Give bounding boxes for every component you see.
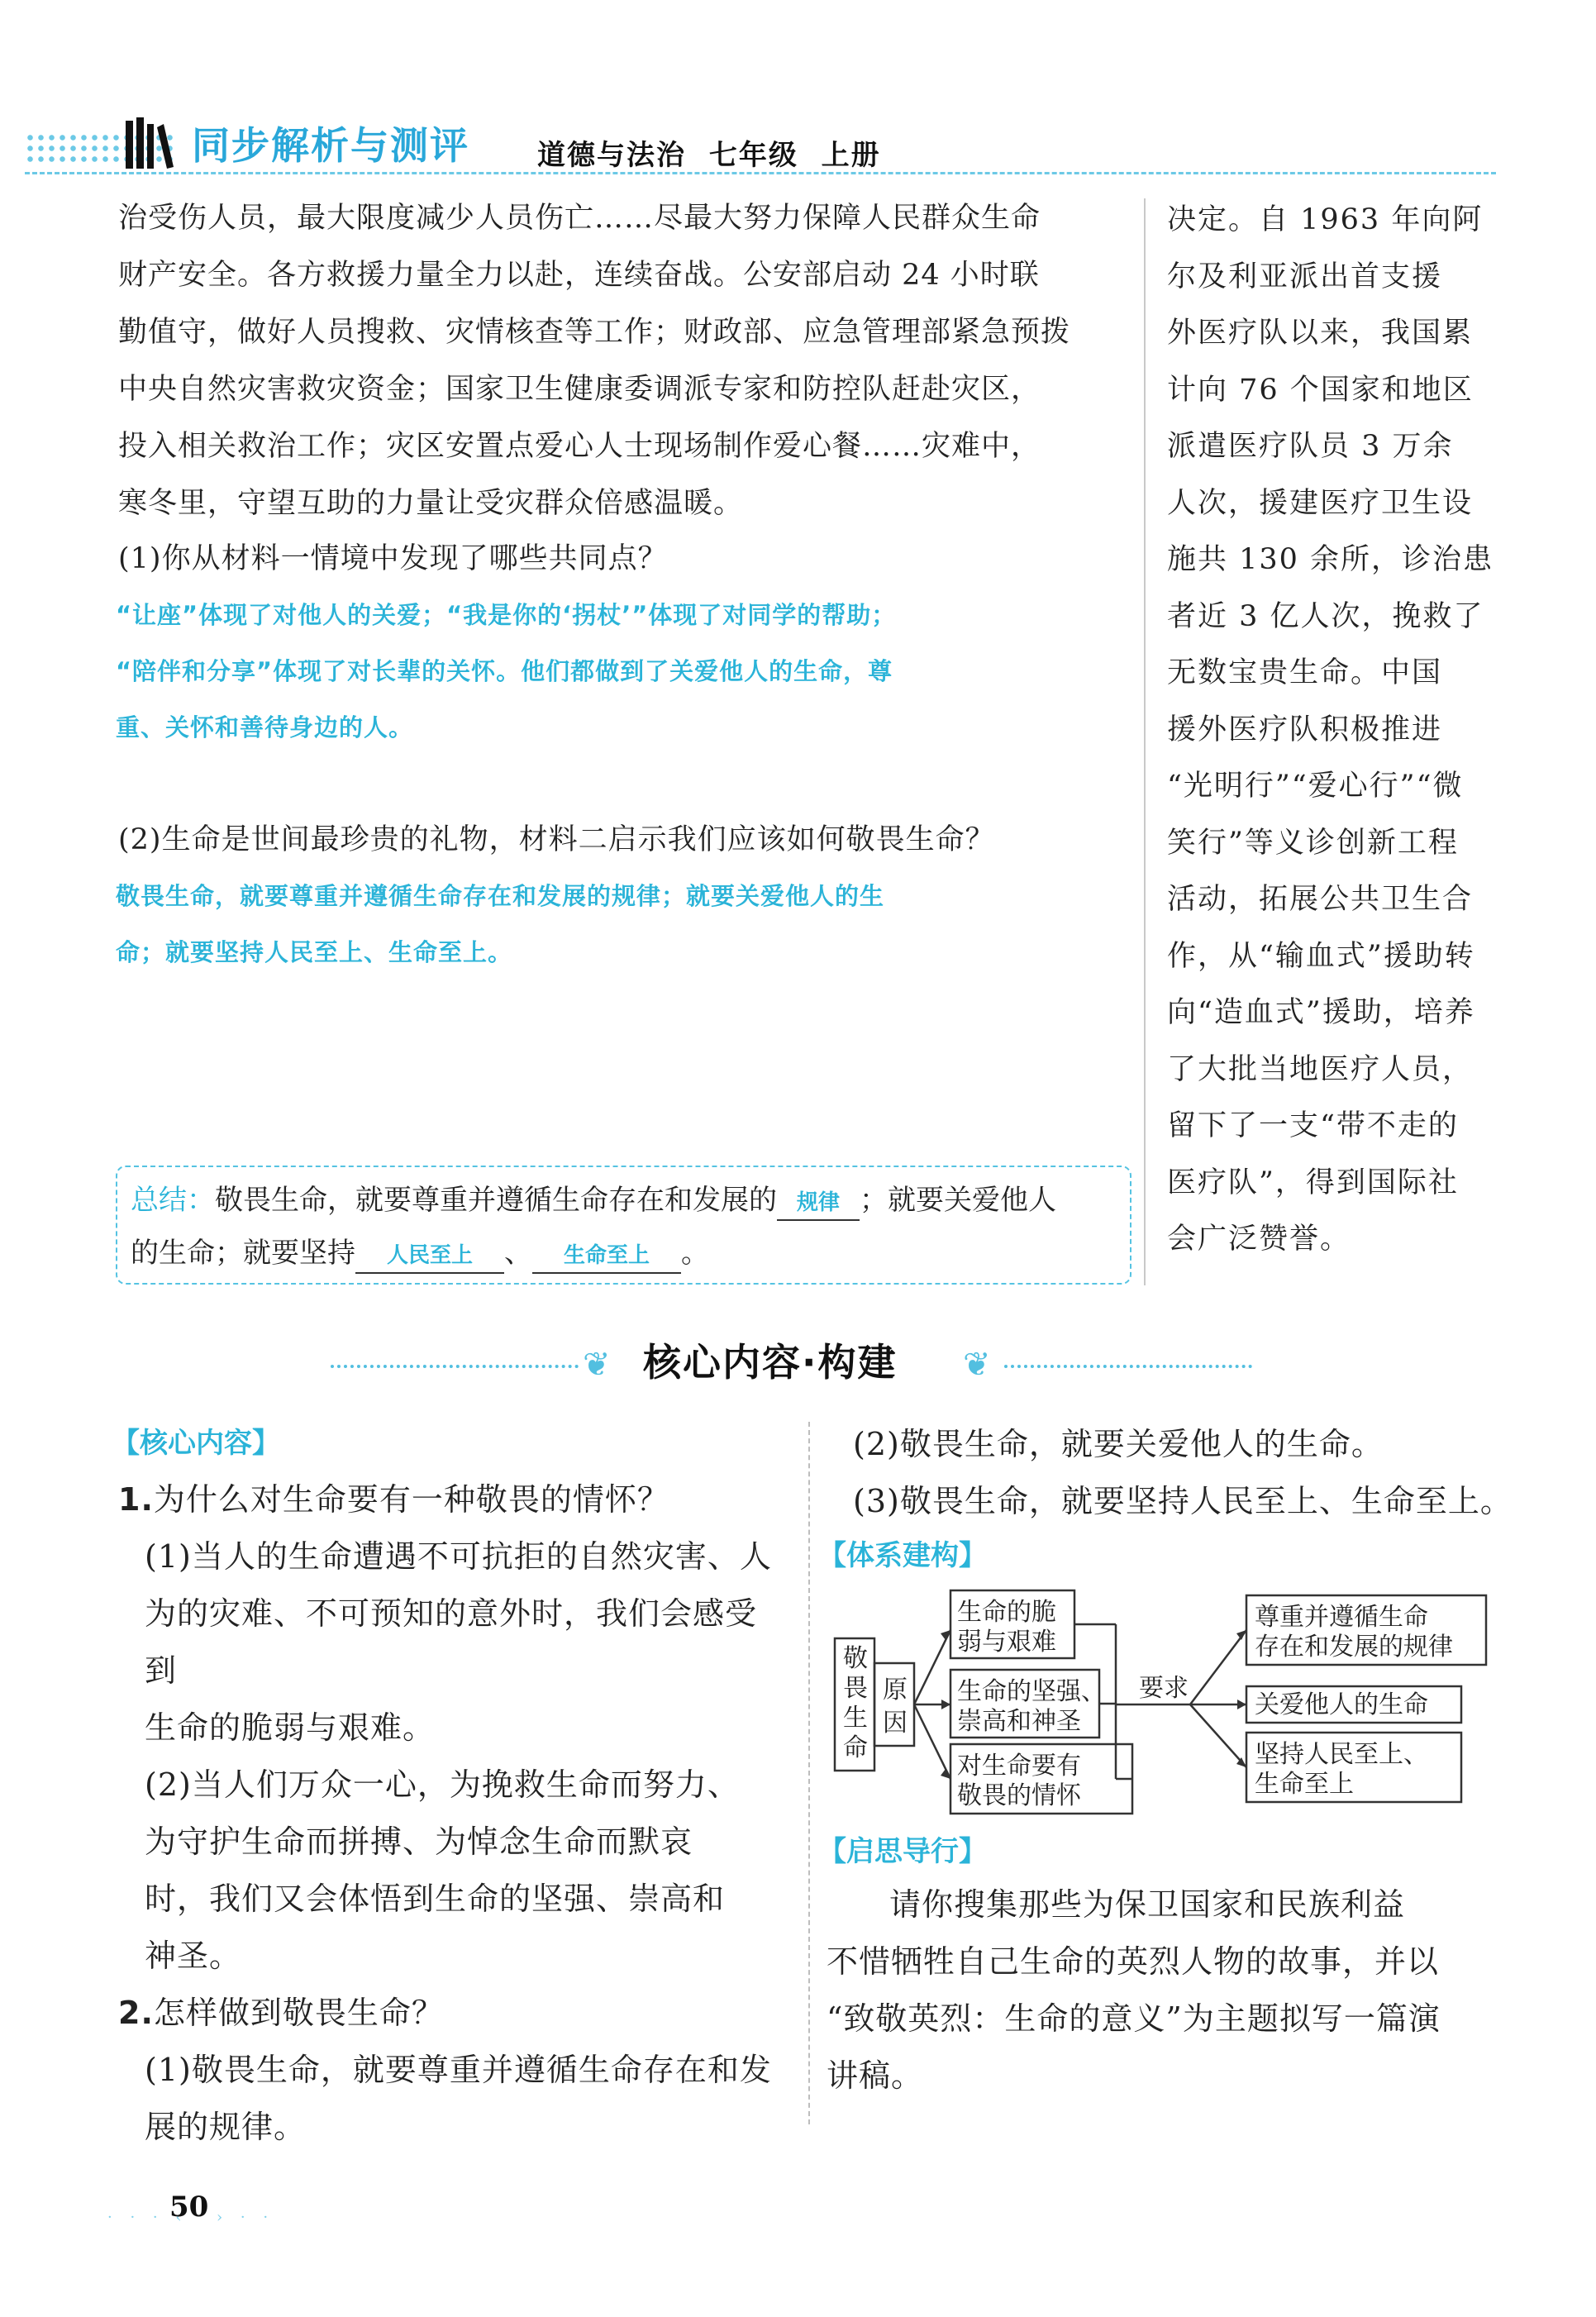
inspire-line: “致敬英烈：生命的意义”为主题拟写一篇演 bbox=[827, 2000, 1441, 2037]
root-char: 命 bbox=[843, 1733, 868, 1762]
core-line: 时，我们又会体悟到生命的坚强、崇高和 bbox=[145, 1881, 726, 1917]
sidebar-line: 者近 3 亿人次，挽救了 bbox=[1167, 599, 1484, 633]
core-line: 展的规律。 bbox=[145, 2109, 307, 2145]
root-char: 畏 bbox=[843, 1674, 868, 1703]
core-line: (3)敬畏生命，就要坚持人民至上、生命至上。 bbox=[853, 1483, 1513, 1519]
sidebar-line: 作，从“输血式”援助转 bbox=[1167, 939, 1475, 973]
system-diagram bbox=[827, 1580, 1504, 1820]
answer-2 bbox=[116, 868, 1141, 980]
sidebar-line: 决定。自 1963 年向阿 bbox=[1167, 203, 1484, 236]
material-line: 投入相关救治工作；灾区安置点爱心人士现场制作爱心餐……灾难中， bbox=[118, 430, 1041, 463]
root-text bbox=[843, 1644, 876, 1762]
page-number: 50 bbox=[169, 2191, 209, 2224]
sidebar-line: 无数宝贵生命。中国 bbox=[1167, 656, 1443, 689]
answer-1 bbox=[116, 587, 1141, 756]
books-logo-icon bbox=[124, 116, 174, 170]
answer-line: “陪伴和分享”体现了对长辈的关怀。他们都做到了关爱他人的生命，尊 bbox=[116, 657, 893, 685]
answer-line: 命；就要坚持人民至上、生命至上。 bbox=[116, 938, 513, 966]
inspire-line: 请你搜集那些为保卫国家和民族利益 bbox=[889, 1886, 1406, 1923]
material-line: 中央自然灾害救灾资金；国家卫生健康委调派专家和防控队赶赴灾区， bbox=[118, 373, 1041, 406]
sidebar-line: 施共 130 余所，诊治患 bbox=[1167, 543, 1494, 576]
inspire-line: 讲稿。 bbox=[827, 2057, 924, 2094]
summary-blank-1: 规律 bbox=[777, 1186, 860, 1221]
sidebar-line: 笑行”等义诊创新工程 bbox=[1167, 826, 1459, 860]
reason-2-text: 生命的坚强、 崇高和神圣 bbox=[957, 1677, 1106, 1736]
summary-part2: ；就要关爱他人 bbox=[860, 1184, 1056, 1217]
question-1: (1)你从材料一情境中发现了哪些共同点？ bbox=[118, 542, 668, 575]
sidebar-line: 援外医疗队积极推进 bbox=[1167, 713, 1443, 746]
sidebar-divider bbox=[1144, 198, 1146, 1285]
core-line: 为的灾难、不可预知的意外时，我们会感受到 bbox=[145, 1595, 758, 1689]
inspire-line: 不惜牺牲自己生命的英烈人物的故事，并以 bbox=[827, 1943, 1440, 1980]
root-char: 生 bbox=[843, 1704, 868, 1733]
core-line: (1)敬畏生命，就要尊重并遵循生命存在和发 bbox=[145, 2052, 772, 2088]
sidebar-line: 向“造血式”援助，培养 bbox=[1167, 996, 1475, 1029]
core-line: 神圣。 bbox=[145, 1938, 242, 1974]
q2-number: 2. bbox=[118, 1995, 154, 2031]
core-line: 生命的脆弱与艰难。 bbox=[145, 1709, 436, 1746]
summary-blank-2: 人民至上 bbox=[355, 1239, 504, 1274]
sidebar-line: 计向 76 个国家和地区 bbox=[1167, 373, 1474, 407]
sidebar-line: 留下了一支“带不走的 bbox=[1167, 1109, 1459, 1142]
answer-line: 重、关怀和善待身边的人。 bbox=[116, 713, 414, 741]
sidebar-text bbox=[1167, 192, 1498, 1268]
req-2-text: 关爱他人的生命 bbox=[1255, 1690, 1428, 1719]
root-char: 敬 bbox=[843, 1644, 868, 1673]
core-content-tag: 【核心内容】 bbox=[112, 1427, 280, 1460]
summary-part1: 敬畏生命，就要尊重并遵循生命存在和发展的 bbox=[215, 1184, 777, 1217]
material-line: 治受伤人员，最大限度减少人员伤亡……尽最大努力保障人民群众生命 bbox=[118, 202, 1041, 235]
answer-line: “让座”体现了对他人的关爱；“我是你的‘拐杖’”体现了对同学的帮助； bbox=[116, 601, 897, 629]
req-3-text: 坚持人民至上、 生命至上 bbox=[1255, 1740, 1428, 1799]
material-line: 财产安全。各方救援力量全力以赴，连续奋战。公安部启动 24 小时联 bbox=[118, 259, 1040, 292]
core-line: (1)当人的生命遭遇不可抗拒的自然灾害、人 bbox=[145, 1538, 772, 1575]
sidebar-line: 活动，拓展公共卫生合 bbox=[1167, 883, 1474, 916]
page-dots-left: · · · ‹ bbox=[107, 2209, 188, 2226]
sidebar-line: 外医疗队以来，我国累 bbox=[1167, 317, 1474, 350]
q1-number: 1. bbox=[118, 1481, 154, 1518]
core-line: (2)敬畏生命，就要关爱他人的生命。 bbox=[853, 1426, 1384, 1462]
reason-label-text: 原 因 bbox=[883, 1676, 908, 1738]
sidebar-line: 人次，援建医疗卫生设 bbox=[1167, 486, 1474, 520]
sidebar-line: 尔及利亚派出首支援 bbox=[1167, 260, 1443, 293]
banner-ornament-right-icon: ❦ bbox=[963, 1346, 991, 1384]
banner-line-right bbox=[1004, 1365, 1252, 1368]
section-title: 核心内容·构建 bbox=[643, 1340, 898, 1385]
material-line: 寒冬里，守望互助的力量让受灾群众倍感温暖。 bbox=[118, 487, 744, 520]
inspire-tag: 【启思导行】 bbox=[818, 1835, 987, 1868]
banner-ornament-left-icon: ❦ bbox=[583, 1346, 611, 1384]
sidebar-line: 会广泛赞誉。 bbox=[1167, 1223, 1351, 1256]
answer-line: 敬畏生命，就要尊重并遵循生命存在和发展的规律；就要关爱他人的生 bbox=[116, 882, 885, 910]
sidebar-line: 了大批当地医疗人员， bbox=[1167, 1052, 1474, 1086]
sidebar-line: 医疗队”，得到国际社 bbox=[1167, 1166, 1459, 1199]
reason-3-text: 对生命要有 敬畏的情怀 bbox=[957, 1752, 1081, 1810]
system-tag: 【体系建构】 bbox=[818, 1539, 987, 1572]
reason-1-text: 生命的脆 弱与艰难 bbox=[957, 1598, 1056, 1657]
summary-part3: 的生命；就要坚持 bbox=[131, 1237, 355, 1270]
question-2: (2)生命是世间最珍贵的礼物，材料二启示我们应该如何敬畏生命？ bbox=[118, 823, 995, 856]
summary-label: 总结： bbox=[131, 1184, 215, 1217]
summary-sep: 、 bbox=[504, 1237, 532, 1270]
header-divider bbox=[25, 172, 1496, 174]
inspire-text bbox=[827, 1876, 1504, 2105]
summary-end: 。 bbox=[681, 1237, 709, 1270]
sidebar-line: “光明行”“爱心行”“微 bbox=[1167, 770, 1464, 803]
core-content bbox=[118, 1471, 788, 2156]
page-dots-right: › · · bbox=[217, 2209, 275, 2226]
banner-line-left bbox=[331, 1365, 579, 1368]
sidebar-line: 派遣医疗队员 3 万余 bbox=[1167, 430, 1454, 463]
column-divider bbox=[808, 1422, 810, 2124]
core-line: 为守护生命而拼搏、为悼念生命而默哀 bbox=[145, 1824, 693, 1860]
req-1-text: 尊重并遵循生命 存在和发展的规律 bbox=[1255, 1603, 1453, 1661]
summary-text bbox=[131, 1174, 1122, 1280]
material-text bbox=[118, 190, 1143, 532]
summary-blank-3: 生命至上 bbox=[532, 1239, 681, 1274]
q2-title: 怎样做到敬畏生命？ bbox=[153, 1995, 444, 2031]
q1-title: 为什么对生命要有一种敬畏的情怀？ bbox=[153, 1481, 669, 1518]
subject-line: 道德与法治 七年级 上册 bbox=[537, 139, 881, 172]
core-continued bbox=[853, 1416, 1514, 1530]
req-label-text: 要求 bbox=[1139, 1674, 1189, 1703]
material-line: 勤值守，做好人员搜救、灾情核查等工作；财政部、应急管理部紧急预拨 bbox=[118, 316, 1071, 349]
core-line: (2)当人们万众一心，为挽救生命而努力、 bbox=[145, 1766, 740, 1803]
series-title: 同步解析与测评 bbox=[192, 123, 469, 168]
